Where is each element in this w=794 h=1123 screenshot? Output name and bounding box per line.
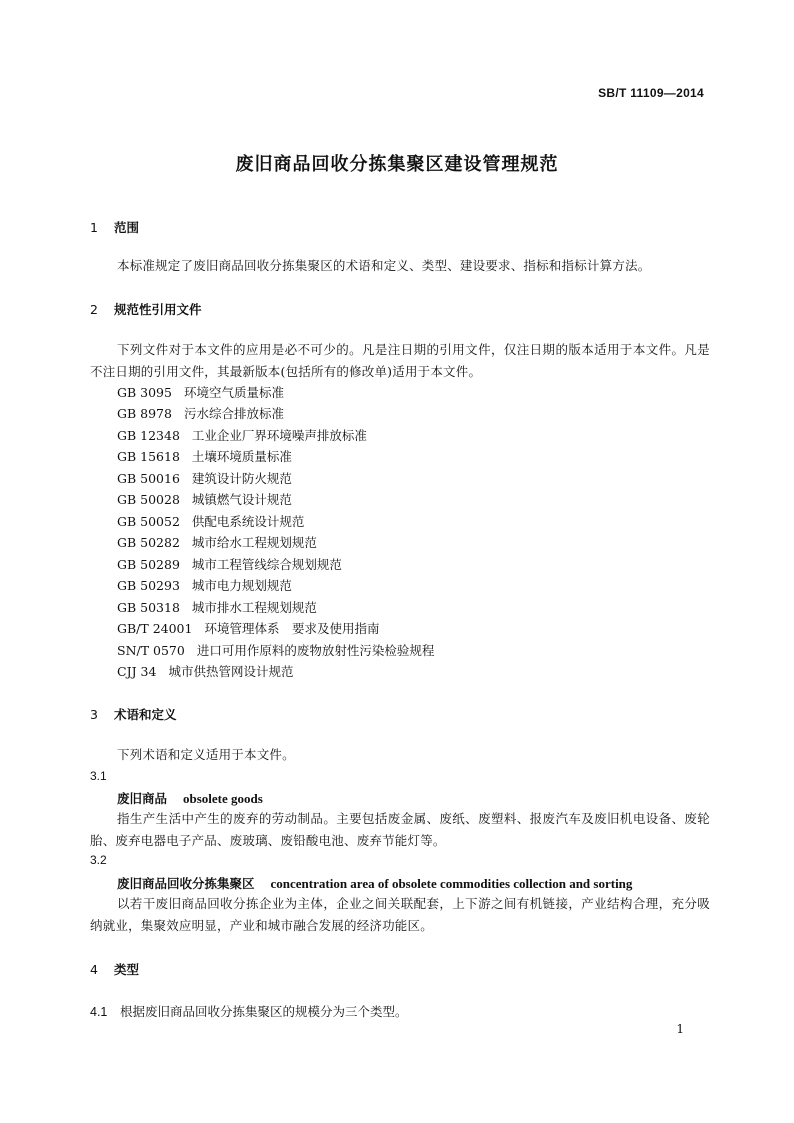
reference-code: CJJ 34 [117,664,157,679]
section-title: 规范性引用文件 [114,302,202,317]
section-3-heading [90,705,710,723]
reference-name: 城市给水工程规划规范 [191,535,317,550]
clause-number: 4.1 [90,1005,108,1019]
reference-name: 供配电系统设计规范 [191,514,305,529]
document-title: 废旧商品回收分拣集聚区建设管理规范 [235,154,559,175]
section-1-heading [90,218,710,236]
reference-item [117,597,317,619]
reference-item [117,661,293,683]
term-chinese: 废旧商品回收分拣集聚区 [117,876,255,891]
reference-item [117,468,292,490]
reference-item [117,575,292,597]
section-title: 范围 [114,220,140,235]
term-english: concentration area of obsolete commodities collection and sorting [270,876,633,891]
section-number: 1 [90,220,98,235]
reference-name: 污水综合排放标准 [183,406,284,421]
reference-item [117,403,284,425]
section-title: 术语和定义 [114,707,177,722]
reference-name: 环境管理体系 要求及使用指南 [204,621,380,636]
section-4-heading [90,960,710,978]
reference-name: 环境空气质量标准 [183,385,284,400]
reference-item [117,446,292,468]
term-heading [90,789,737,807]
reference-code: GB 50052 [117,514,180,529]
reference-item [117,511,304,533]
reference-name: 工业企业厂界环境噪声排放标准 [191,428,367,443]
section-2-heading [90,300,710,318]
section-number: 2 [90,302,98,317]
reference-item [117,640,434,662]
reference-code: GB 15618 [117,449,180,464]
reference-name: 城市供热管网设计规范 [168,664,294,679]
reference-item [117,618,379,640]
reference-item [117,425,367,447]
reference-item [117,382,284,404]
reference-name: 城市工程管线综合规划规范 [191,557,342,572]
reference-name: 建筑设计防火规范 [191,471,292,486]
section-number: 4 [90,962,98,977]
reference-code: GB 50289 [117,557,180,572]
reference-item [117,489,292,511]
document-code: SB/T 11109—2014 [598,86,704,100]
reference-code: GB 50282 [117,535,180,550]
term-heading [90,874,737,892]
section-title: 类型 [114,962,140,977]
reference-code: GB 50293 [117,578,180,593]
page-number: 1 [676,1022,684,1036]
reference-code: GB 50016 [117,471,180,486]
section-3-paragraph: 下列术语和定义适用于本文件。 [117,747,295,762]
reference-name: 城镇燃气设计规范 [191,492,292,507]
reference-name: 城市排水工程规划规范 [191,600,317,615]
clause-text: 根据废旧商品回收分拣集聚区的规模分为三个类型。 [120,1004,408,1019]
reference-code: SN/T 0570 [117,643,185,658]
term-definition: 以若干废旧商品回收分拣企业为主体，企业之间关联配套，上下游之间有机链接，产业结构合理，充分吸纳就业，集聚效应明显，产业和城市融合发展的经济功能区。 [90,896,710,933]
reference-name: 土壤环境质量标准 [191,449,292,464]
section-number: 3 [90,707,98,722]
reference-code: GB 12348 [117,428,180,443]
reference-code: GB 50028 [117,492,180,507]
reference-code: GB 50318 [117,600,180,615]
reference-item [117,554,342,576]
reference-code: GB 3095 [117,385,172,400]
term-number: 3.1 [90,769,107,783]
term-chinese: 废旧商品 [117,791,168,806]
reference-code: GB 8978 [117,406,172,421]
reference-name: 城市电力规划规范 [191,578,292,593]
section-2-paragraph: 下列文件对于本文件的应用是必不可少的。凡是注日期的引用文件，仅注日期的版本适用于本文件。凡是不注日期的引用文件，其最新版本(包括所有的修改单)适用于本文件。 [90,342,710,379]
reference-code: GB/T 24001 [117,621,193,636]
section-1-paragraph: 本标准规定了废旧商品回收分拣集聚区的术语和定义、类型、建设要求、指标和指标计算方法。 [117,258,651,273]
reference-item [117,532,317,554]
clause-4-1 [90,1002,710,1020]
reference-name: 进口可用作原料的废物放射性污染检验规程 [196,643,435,658]
term-english: obsolete goods [183,791,263,806]
term-number: 3.2 [90,853,107,867]
term-definition: 指生产生活中产生的废弃的劳动制品。主要包括废金属、废纸、废塑料、报废汽车及废旧机电设备、废轮胎、废弃电器电子产品、废玻璃、废铅酸电池、废弃节能灯等。 [90,811,710,848]
